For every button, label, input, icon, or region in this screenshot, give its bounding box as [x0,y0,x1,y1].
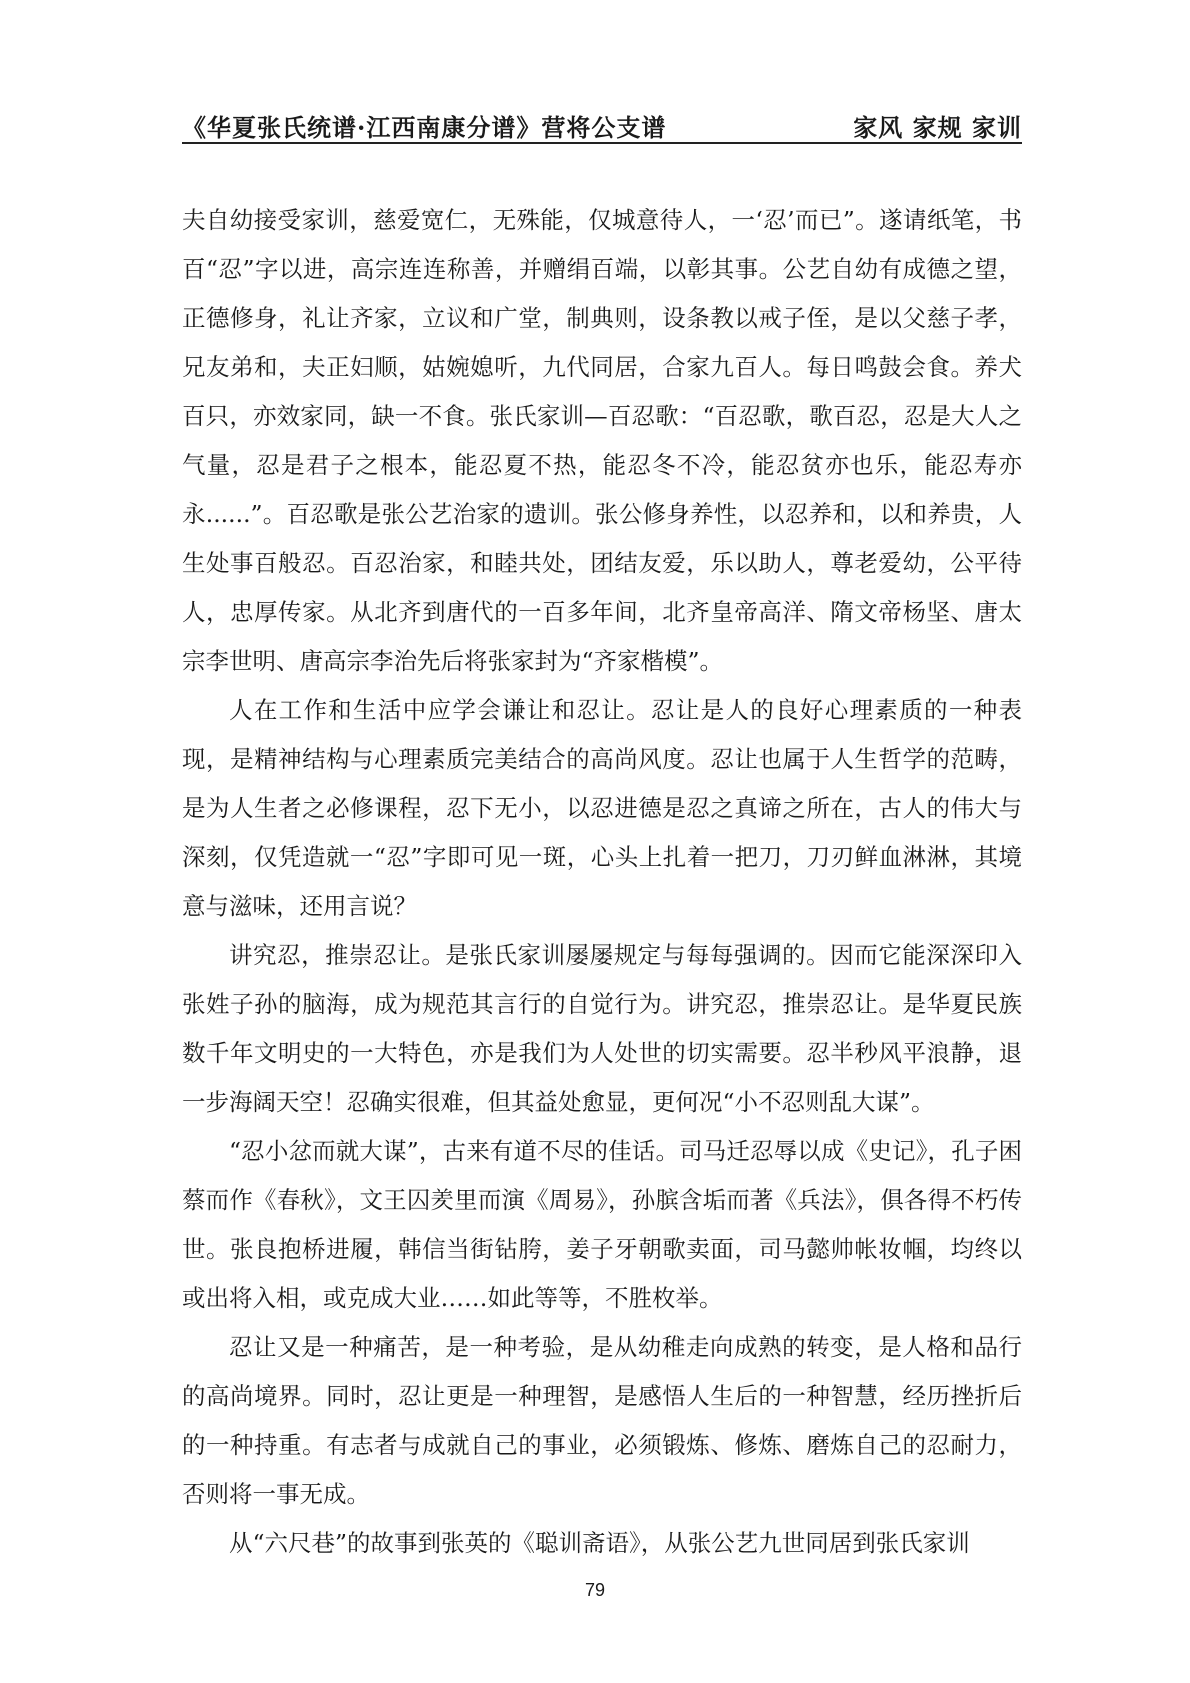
paragraph: “忍小忿而就大谋”，古来有道不尽的佳话。司马迁忍辱以成《史记》，孔子困蔡而作《春秋》，文王囚羑里而演《周易》，孙膑含垢而著《兵法》，俱各得不朽传世。张良抱桥进履，韩信当街钻胯，姜子牙朝歌卖面，司马懿帅帐妆帼，均终以或出将入相，或克成大业……如此等等，不胜枚举。 [182,1137,1022,1312]
header-section: 家风 家规 家训 [853,113,1022,142]
body-text [182,196,1022,1568]
paragraph: 人在工作和生活中应学会谦让和忍让。忍让是人的良好心理素质的一种表现，是精神结构与心理素质完美结合的高尚风度。忍让也属于人生哲学的范畴，是为人生者之必修课程，忍下无小，以忍进德是忍之真谛之所在，古人的伟大与深刻，仅凭造就一“忍”字即可见一斑，心头上扎着一把刀，刀刃鲜血淋淋，其境意与滋味，还用言说？ [182,696,1022,920]
page-header [182,100,1022,144]
paragraph: 从“六尺巷”的故事到张英的《聪训斋语》，从张公艺九世同居到张氏家训 [229,1529,970,1557]
page-number: 79 [584,1580,606,1600]
paragraph: 夫自幼接受家训，慈爱宽仁，无殊能，仅城意待人，一‘忍’而已”。遂请纸笔，书百“忍”字以进，高宗连连称善，并赠绢百端，以彰其事。公艺自幼有成德之望，正德修身，礼让齐家，立议和广堂，制典则，设条教以戒子侄，是以父慈子孝，兄友弟和，夫正妇顺，姑婉媳听，九代同居，合家九百人。每日鸣鼓会食。养犬百只，亦效家同，缺一不食。张氏家训—百忍歌：“百忍歌，歌百忍，忍是大人之气量，忍是君子之根本，能忍夏不热，能忍冬不冷，能忍贫亦也乐，能忍寿亦永......”。百忍歌是张公艺治家的遗训。张公修身养性，以忍养和，以和养贵，人生处事百般忍。百忍治家，和睦共处，团结友爱，乐以助人，尊老爱幼，公平待人，忠厚传家。从北齐到唐代的一百多年间，北齐皇帝高洋、隋文帝杨坚、唐太宗李世明、唐高宗李治先后将张家封为“齐家楷模”。 [182,206,1022,675]
header-title: 《华夏张氏统谱·江西南康分谱》营将公支谱 [182,113,667,142]
paragraph: 忍让又是一种痛苦，是一种考验，是从幼稚走向成熟的转变，是人格和品行的高尚境界。同时，忍让更是一种理智，是感悟人生后的一种智慧，经历挫折后的一种持重。有志者与成就自己的事业，必须锻炼、修炼、磨炼自己的忍耐力，否则将一事无成。 [182,1333,1022,1508]
paragraph: 讲究忍，推崇忍让。是张氏家训屡屡规定与每每强调的。因而它能深深印入张姓子孙的脑海，成为规范其言行的自觉行为。讲究忍，推崇忍让。是华夏民族数千年文明史的一大特色，亦是我们为人处世的切实需要。忍半秒风平浪静，退一步海阔天空！忍确实很难，但其益处愈显，更何况“小不忍则乱大谋”。 [182,941,1022,1116]
